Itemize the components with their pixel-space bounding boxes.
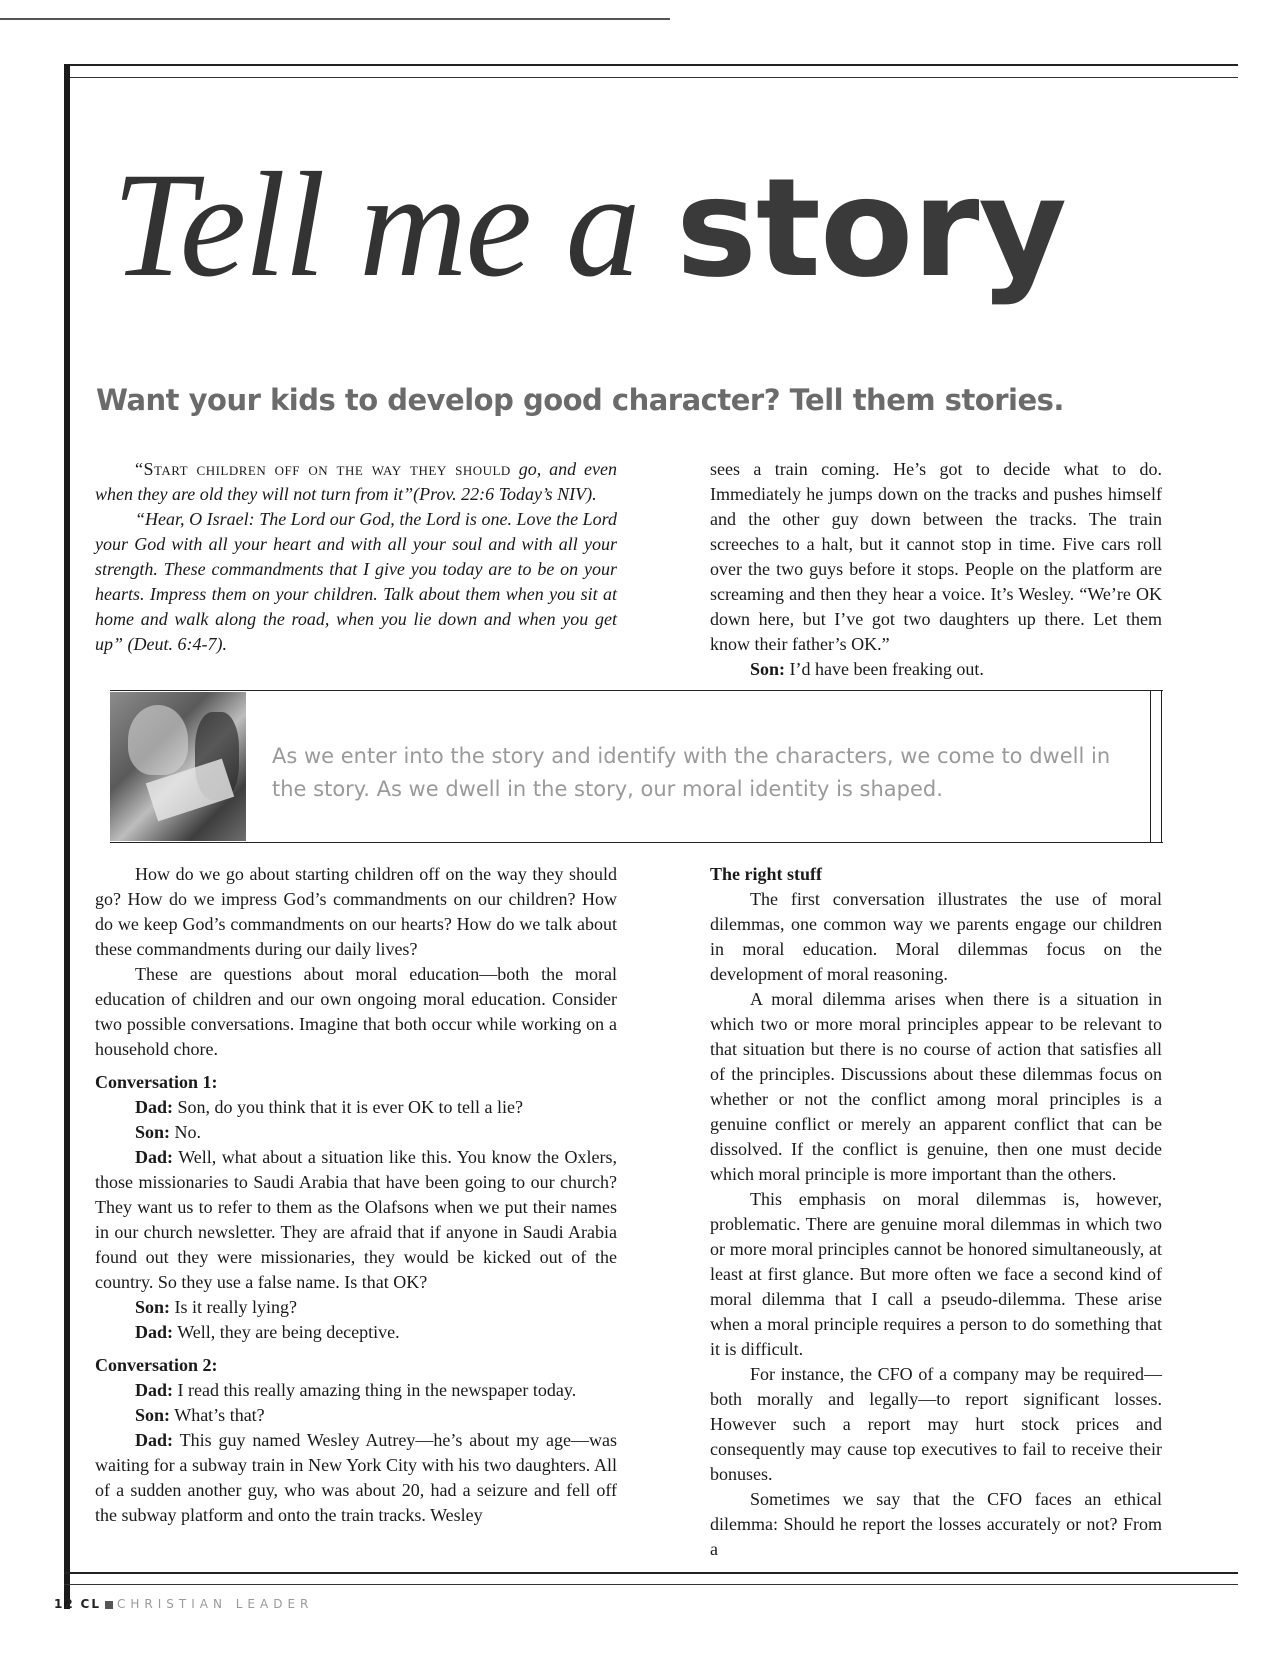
dialogue-line: Dad: This guy named Wesley Autrey—he’s about my age—was waiting for a subway train in New York City with his two daughters. All of a sudden another guy, who was about 20, had a seizure and fell off the subway platform and onto the train tracks. Wesley	[95, 1430, 617, 1525]
speaker-label: Son:	[135, 1405, 171, 1425]
speaker-label: Son:	[135, 1122, 171, 1142]
dialogue-line: Dad: I read this really amazing thing in the newspaper today.	[135, 1380, 577, 1400]
intro-quote-lead: “Start children off on the way they should	[135, 459, 511, 479]
left-body-column	[95, 862, 617, 1528]
page-number: 12	[54, 1597, 75, 1611]
dialogue-line: Son: Is it really lying?	[135, 1297, 297, 1317]
title-italic-part: Tell me a	[112, 142, 639, 308]
dialogue-line: Dad: Son, do you think that it is ever OK to tell a lie?	[135, 1097, 523, 1117]
speaker-label: Dad:	[135, 1097, 174, 1117]
frame-top-rule-inner	[64, 77, 1238, 78]
body-paragraph: For instance, the CFO of a company may be required—both morally and legally—to report significant losses. However such a report may hurt stock prices and consequently may cause top executives to fail to receive their bonuses.	[710, 1364, 1162, 1484]
dialogue-line: Son: No.	[135, 1122, 202, 1142]
page-footer	[54, 1597, 313, 1611]
dialogue-line: Dad: Well, they are being deceptive.	[135, 1322, 400, 1342]
dialogue-line: Son: What’s that?	[135, 1405, 265, 1425]
story-continuation: sees a train coming. He’s got to decide what to do. Immediately he jumps down on the tracks and pushes himself and the other guy down between the tracks. The train screeches to a halt, but it cannot stop in time. Five cars roll over the two guys before it stops. People on the platform are screaming and then they hear a voice. It’s Wesley. “We’re OK down here, but I’ve got two daughters up there. Let them know their father’s OK.”	[710, 459, 1162, 654]
article-title	[112, 142, 1067, 308]
speaker-label: Dad:	[135, 1430, 174, 1450]
conversation-1-heading: Conversation 1:	[95, 1072, 218, 1092]
intro-scripture-column	[95, 457, 617, 657]
frame-top-rule	[64, 64, 1238, 66]
dialogue-line: Dad: Well, what about a situation like this. You know the Oxlers, those missionaries to Saudi Arabia that have been going to our church? They want us to refer to them as the Olafsons when we put their names in our church newsletter. They are afraid that if anyone in Saudi Arabia found out they were missionaries, they would be kicked out of the country. So they use a false name. Is that OK?	[95, 1147, 617, 1292]
speaker-label: Dad:	[135, 1380, 174, 1400]
pullquote-top-rule	[110, 690, 1163, 691]
body-paragraph: The first conversation illustrates the use of moral dilemmas, one common way we parents engage our children in moral education. Moral dilemmas focus on the development of moral reasoning.	[710, 889, 1162, 984]
speaker-label: Dad:	[135, 1147, 174, 1167]
top-right-column	[710, 457, 1162, 682]
article-subtitle: Want your kids to develop good character? Tell them stories.	[96, 383, 1064, 417]
intro-quote-rest: go, and even when they are old they will not turn from it”(Prov. 22:6 Today’s NIV).	[95, 459, 618, 504]
square-bullet-icon	[105, 1601, 113, 1609]
frame-left-bar	[64, 64, 70, 1609]
pullquote-right-bar	[1150, 690, 1162, 843]
pullquote-text: As we enter into the story and identify with the characters, we come to dwell in the story. As we dwell in the story, our moral identity is shaped.	[272, 744, 1111, 801]
magazine-abbr: CL	[80, 1597, 101, 1611]
speaker-label: Son:	[135, 1297, 171, 1317]
photo-figure-child	[128, 705, 188, 775]
body-paragraph: This emphasis on moral dilemmas is, however, problematic. There are genuine moral dilemmas in which two or more moral principles cannot be honored simultaneously, at least at first glance. But more often we face a second kind of moral dilemma that I call a pseudo-dilemma. These arise when a moral principle requires a person to do something that it is difficult.	[710, 1189, 1162, 1359]
frame-bottom-rule-inner	[64, 1584, 1238, 1585]
section-heading-right-stuff: The right stuff	[710, 864, 822, 884]
top-rule	[0, 18, 670, 20]
magazine-name: CHRISTIAN LEADER	[116, 1597, 314, 1611]
body-paragraph: Sometimes we say that the CFO faces an ethical dilemma: Should he report the losses accurately or not? From a	[710, 1489, 1162, 1559]
speaker-label: Son:	[750, 659, 786, 679]
frame-bottom-rule	[64, 1572, 1238, 1574]
conversation-2-heading: Conversation 2:	[95, 1355, 218, 1375]
body-paragraph: How do we go about starting children off on the way they should go? How do we impress God’s commandments on our children? How do we keep God’s commandments on our hearts? How do we talk about these commandments during our daily lives?	[95, 864, 617, 959]
intro-quote-deut: “Hear, O Israel: The Lord our God, the Lord is one. Love the Lord your God with all your heart and with all your soul and with all your strength. These commandments that I give you today are to be on your hearts. Impress them on your children. Talk about them when you sit at home and walk along the road, when you lie down and when you get up” (Deut. 6:4-7).	[95, 509, 617, 654]
right-body-column	[710, 862, 1162, 1562]
body-paragraph: These are questions about moral education—both the moral education of children and our own ongoing moral education. Consider two possible conversations. Imagine that both occur while working on a household chore.	[95, 964, 617, 1059]
speaker-label: Dad:	[135, 1322, 174, 1342]
pullquote-bottom-rule	[110, 842, 1163, 843]
body-paragraph: A moral dilemma arises when there is a situation in which two or more moral principles appear to be relevant to that situation but there is no course of action that satisfies all of the principles. Discussions about these dilemmas focus on whether or not the conflict among moral principles is a genuine conflict or merely an apparent conflict that can be dissolved. If the conflict is genuine, then one must decide which moral principle is more important than the others.	[710, 989, 1162, 1184]
dialogue-line: I’d have been freaking out.	[789, 659, 984, 679]
title-bold-part: story	[675, 150, 1067, 308]
